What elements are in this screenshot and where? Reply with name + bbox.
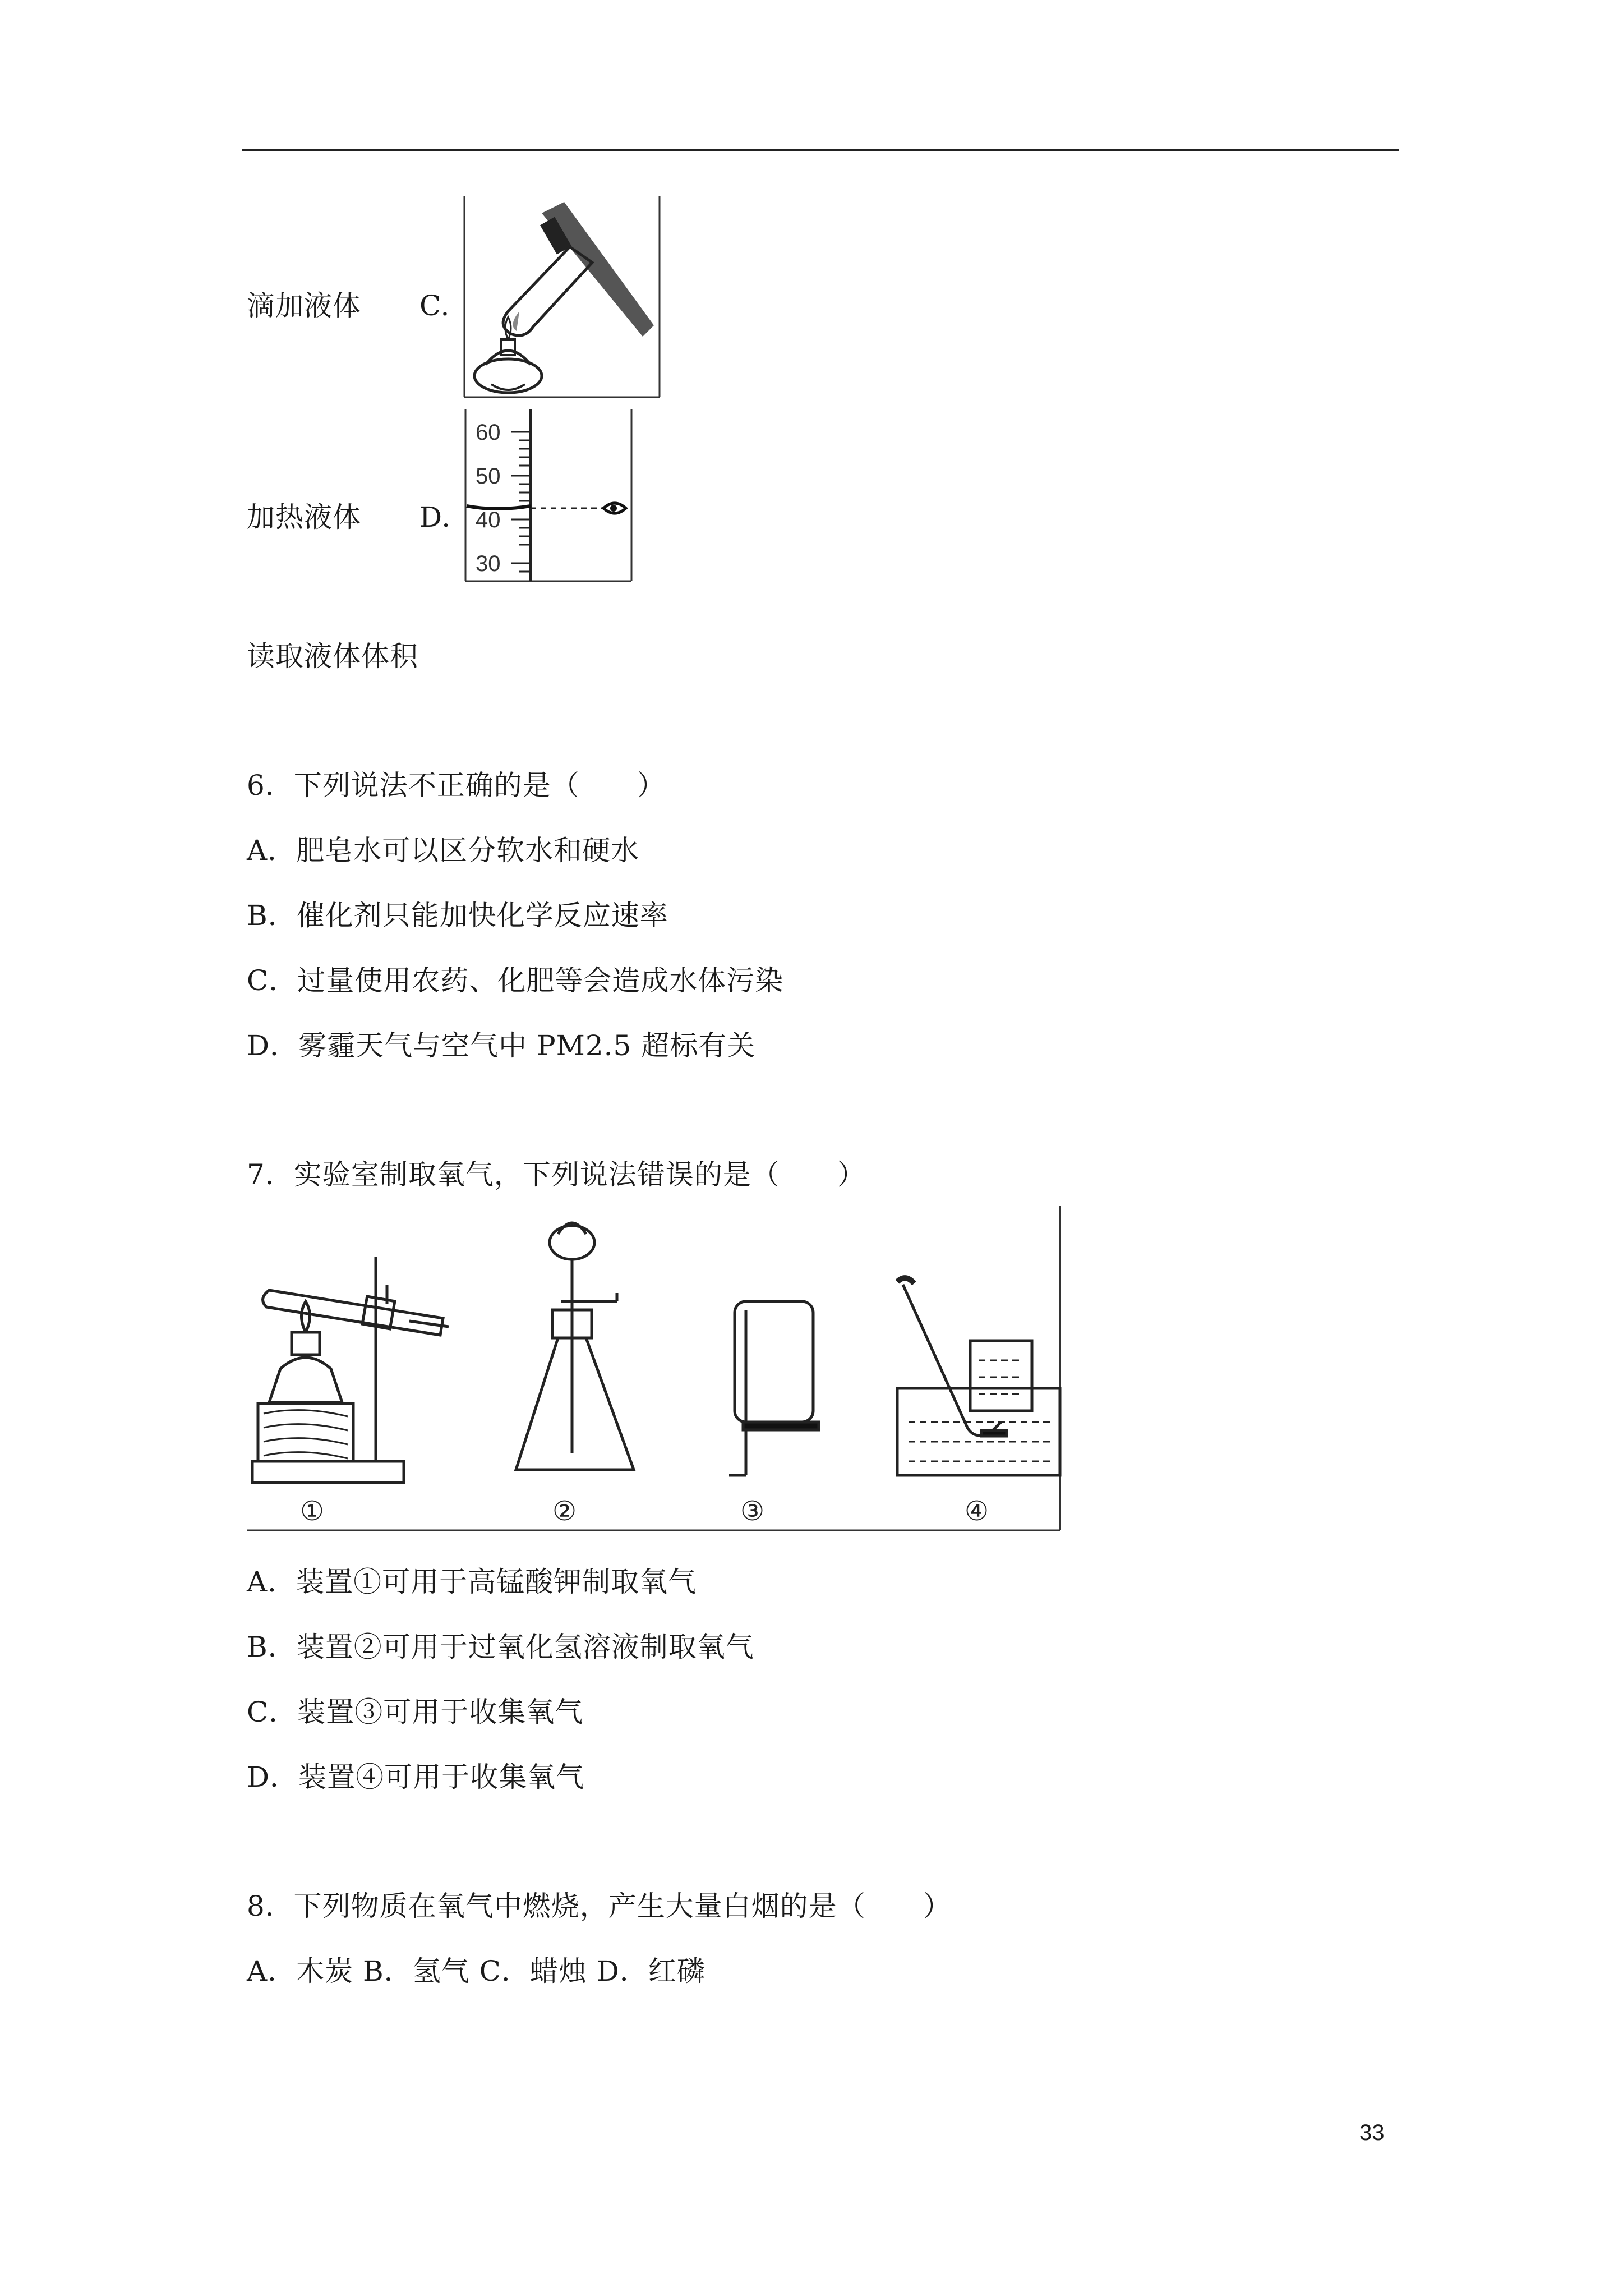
q7-option-d: D．装置④可用于收集氧气: [247, 1761, 585, 1793]
cylinder-tick-60: 60: [476, 420, 501, 445]
option-letter-c: C.: [419, 289, 450, 322]
option-letter-d: D.: [419, 501, 451, 533]
figure-oxygen-apparatus: [247, 1206, 1066, 1531]
option-label-drip: 滴加液体: [247, 289, 361, 322]
header-rule: [242, 149, 1399, 151]
apparatus-1-heating-setup: [252, 1257, 449, 1483]
q6-option-b: B．催化剂只能加快化学反应速率: [247, 899, 668, 932]
q7-option-a: A．装置①可用于高锰酸钾制取氧气: [247, 1566, 697, 1598]
q6-option-a: A．肥皂水可以区分软水和硬水: [247, 834, 640, 867]
figure-graduated-cylinder: [463, 409, 635, 583]
cylinder-tick-40: 40: [476, 508, 501, 532]
option-label-read-volume: 读取液体体积: [247, 640, 418, 673]
figure-heating-test-tube: [463, 196, 661, 398]
q8-stem: 8．下列物质在氧气中燃烧，产生大量白烟的是（ ）: [247, 1890, 952, 1922]
q6-option-c: C．过量使用农药、化肥等会造成水体污染: [247, 964, 784, 997]
q7-option-c: C．装置③可用于收集氧气: [247, 1696, 584, 1728]
cylinder-tick-30: 30: [476, 551, 501, 576]
cylinder-tick-50: 50: [476, 464, 501, 489]
q6-stem: 6．下列说法不正确的是（ ）: [247, 769, 666, 802]
apparatus-label-3: ③: [740, 1496, 765, 1527]
q7-stem: 7．实验室制取氧气，下列说法错误的是（ ）: [247, 1158, 866, 1191]
option-label-heat: 加热液体: [247, 501, 361, 533]
apparatus-label-4: ④: [965, 1496, 989, 1527]
page-number: 33: [1359, 2120, 1385, 2145]
q8-options: A．木炭 B．氢气 C．蜡烛 D．红磷: [247, 1955, 706, 1987]
apparatus-label-1: ①: [300, 1496, 325, 1527]
apparatus-label-2: ②: [552, 1496, 577, 1527]
apparatus-3-gas-bottle: [729, 1301, 819, 1475]
q6-option-d: D．雾霾天气与空气中 PM2.5 超标有关: [247, 1029, 756, 1062]
apparatus-2-conical-flask: [516, 1223, 634, 1470]
q7-option-b: B．装置②可用于过氧化氢溶液制取氧气: [247, 1631, 754, 1663]
apparatus-4-water-trough: [897, 1278, 1060, 1475]
